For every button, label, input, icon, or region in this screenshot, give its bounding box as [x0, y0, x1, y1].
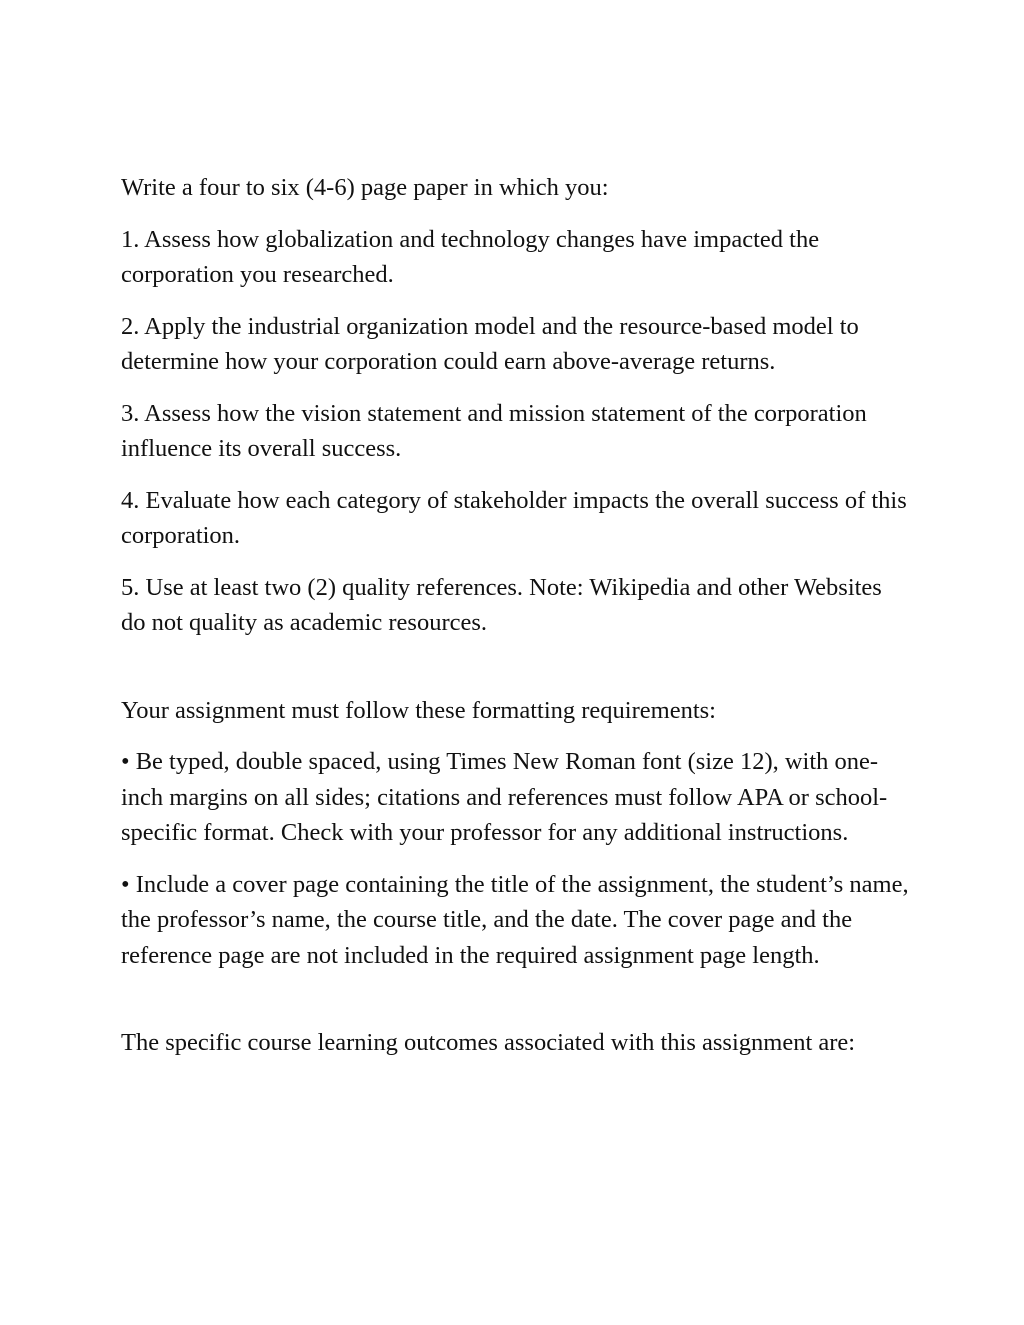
- task-item-5: 5. Use at least two (2) quality references. Note: Wikipedia and other Websites do not quality as academic resources.: [121, 573, 882, 636]
- formatting-heading: Your assignment must follow these formatting requirements:: [121, 696, 716, 724]
- formatting-item-2: • Include a cover page containing the title of the assignment, the student’s name, the professor’s name, the course title, and the date. The cover page and the reference page are not included in the required assignment page length.: [121, 870, 909, 969]
- document-body: [121, 170, 911, 1077]
- task-item-4: 4. Evaluate how each category of stakeholder impacts the overall success of this corporation.: [121, 486, 907, 549]
- task-item-3: 3. Assess how the vision statement and mission statement of the corporation influence its overall success.: [121, 399, 867, 462]
- outcomes-heading: The specific course learning outcomes associated with this assignment are:: [121, 1029, 856, 1056]
- formatting-item-1: • Be typed, double spaced, using Times New Roman font (size 12), with one-inch margins on all sides; citations and references must follow APA or school-specific format. Check with your professor for any additional instructions.: [121, 748, 888, 846]
- intro-paragraph: Write a four to six (4-6) page paper in which you:: [121, 174, 609, 201]
- task-item-1: 1. Assess how globalization and technology changes have impacted the corporation you researched.: [121, 225, 820, 288]
- task-item-2: 2. Apply the industrial organization model and the resource-based model to determine how your corporation could earn above-average returns.: [121, 312, 859, 375]
